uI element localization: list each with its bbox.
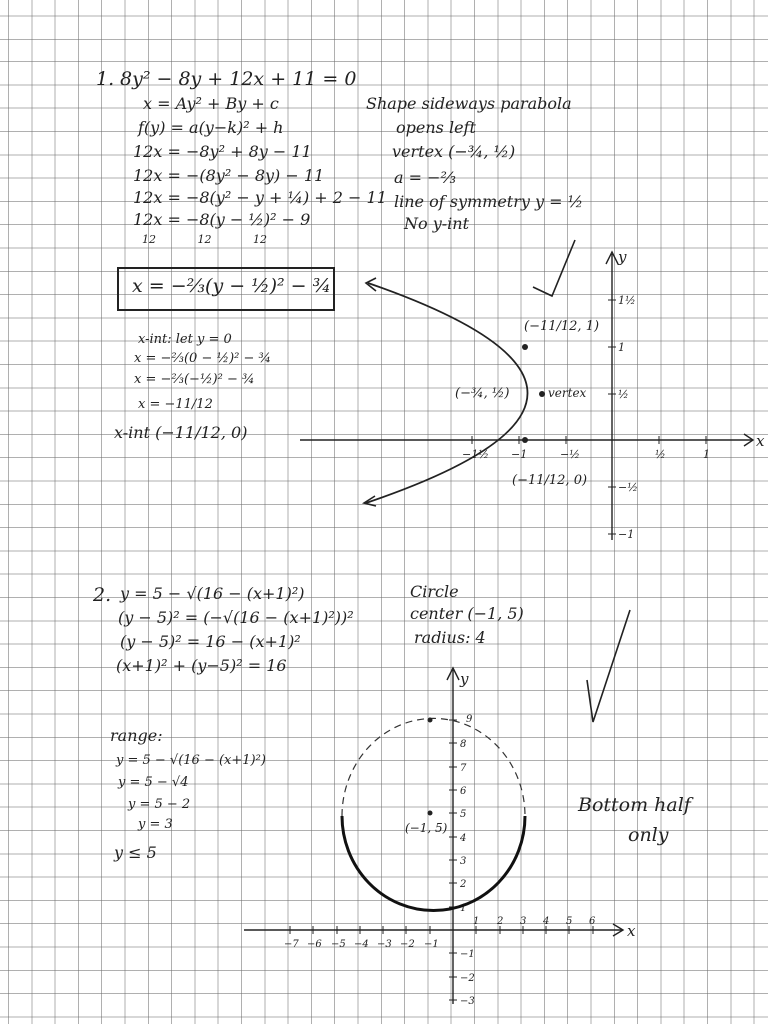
point-top-label: (−11/12, 1) — [524, 319, 600, 334]
point-bottom-label: (−11/12, 0) — [512, 473, 588, 488]
graph1-y-tick-2: 1 — [618, 341, 625, 354]
graph1-x-tick-5: 1 — [703, 448, 710, 461]
graph2-x-tick-neg3: −3 — [377, 939, 392, 950]
range-work-2: y = 5 − √(16 − (x+1)²) — [116, 753, 266, 768]
graph2-x-label: x — [627, 922, 636, 940]
graph2-y-tick-1: 1 — [460, 903, 467, 914]
problem1-line-2: x = Ay² + By + c — [143, 94, 279, 113]
circle-center-label: (−1, 5) — [405, 821, 448, 835]
graph2-x-tick-6: 6 — [589, 916, 596, 927]
graph1-x-tick-1: −1½ — [462, 448, 489, 461]
problem1-prop-yint: No y-int — [404, 214, 470, 233]
problem1-line-1: 8y² − 8y + 12x + 11 = 0 — [120, 68, 357, 90]
problem1-prop-vertex: vertex (−¾, ½) — [392, 142, 516, 161]
graph2-y-tick-8: 8 — [460, 739, 467, 750]
graph2-x-tick-2: 2 — [497, 916, 504, 927]
problem2-number: 2. — [93, 584, 112, 606]
graph2-y-tick-9: 9 — [466, 714, 473, 725]
graph2-x-tick-neg2: −2 — [400, 939, 415, 950]
xint-work-2: x = −⅔(0 − ½)² − ¾ — [134, 351, 272, 366]
circle-center-dot — [428, 811, 433, 816]
point-top-dot — [522, 344, 528, 350]
vertex-dot — [539, 391, 545, 397]
graph2-x-tick-neg7: −7 — [284, 939, 299, 950]
graph2-y-tick-neg3: −3 — [460, 996, 475, 1007]
problem2-line-2: (y − 5)² = (−√(16 − (x+1)²))² — [118, 608, 354, 627]
xint-work-4: x = −11/12 — [138, 397, 213, 412]
graph2-x-tick-3: 3 — [520, 916, 527, 927]
point-bottom-dot — [522, 437, 528, 443]
xint-result: x-int (−11/12, 0) — [114, 423, 248, 442]
graph2-y-tick-6: 6 — [460, 786, 467, 797]
xint-work-3: x = −⅔(−½)² − ¾ — [134, 372, 255, 387]
checkmark-1 — [533, 240, 575, 296]
graph2-x-tick-4: 4 — [543, 916, 550, 927]
graph2-y-tick-3: 3 — [460, 856, 467, 867]
problem1-line-6: 12x = −8(y² − y + ¼) + 2 − 11 — [133, 188, 387, 207]
vertex-point-label: (−¾, ½) — [455, 386, 510, 401]
note-line-1: Bottom half — [578, 794, 691, 816]
problem1-prop-a: a = −⅔ — [394, 168, 457, 187]
graph2-y-label: y — [460, 670, 469, 688]
problem1-line-3: f(y) = a(y−k)² + h — [138, 118, 284, 137]
range-work-3: y = 5 − √4 — [118, 775, 189, 790]
graph1-x-label: x — [756, 432, 765, 450]
circle-top-half-dashed — [342, 718, 525, 816]
problem1-line-8: 12 12 12 — [142, 233, 267, 246]
graph2-y-tick-7: 7 — [460, 763, 467, 774]
checkmark-2 — [587, 610, 630, 722]
problem1-line-7: 12x = −8(y − ½)² − 9 — [133, 210, 311, 229]
graph2-y-tick-neg2: −2 — [460, 973, 475, 984]
problem1-number: 1. — [96, 68, 115, 90]
problem2-prop-center: center (−1, 5) — [410, 604, 524, 623]
problem2-line-3: (y − 5)² = 16 − (x+1)² — [120, 632, 301, 651]
graph2-y-tick-5: 5 — [460, 809, 467, 820]
range-result: y ≤ 5 — [114, 843, 157, 862]
graph2-y-tick-4: 4 — [460, 833, 467, 844]
range-work-5: y = 3 — [138, 817, 173, 832]
problem1-line-4: 12x = −8y² + 8y − 11 — [133, 142, 312, 161]
graph1-y-tick-5: −1 — [618, 528, 635, 541]
problem1-line-5: 12x = −(8y² − 8y) − 11 — [133, 166, 325, 185]
graph1-y-label: y — [618, 248, 627, 266]
graph2-x-tick-1: 1 — [473, 916, 480, 927]
problem2-line-1: y = 5 − √(16 − (x+1)²) — [120, 584, 305, 603]
graph1-x-tick-2: −1 — [511, 448, 528, 461]
problem1-prop-opens: opens left — [396, 118, 476, 137]
boxed-equation: x = −⅔(y − ½)² − ¾ — [132, 275, 332, 297]
note-line-2: only — [628, 824, 669, 846]
circle-top-dot — [428, 718, 433, 723]
graph2-x-tick-neg6: −6 — [307, 939, 322, 950]
problem2-line-4: (x+1)² + (y−5)² = 16 — [116, 656, 287, 675]
graph1-y-tick-1: 1½ — [618, 294, 636, 307]
graph1-x-tick-4: ½ — [655, 448, 666, 461]
graph1-x-tick-3: −½ — [560, 448, 580, 461]
graph1-y-tick-3: ½ — [618, 388, 629, 401]
graph1-ticks — [472, 300, 706, 534]
problem1-prop-symmetry: line of symmetry y = ½ — [394, 192, 584, 211]
xint-work-1: x-int: let y = 0 — [138, 332, 232, 347]
range-work-1: range: — [110, 726, 163, 745]
range-work-4: y = 5 − 2 — [128, 797, 191, 812]
vertex-word-label: vertex — [548, 386, 587, 400]
graph2-x-tick-neg5: −5 — [331, 939, 346, 950]
problem2-prop-circle: Circle — [410, 582, 459, 601]
graph2-y-tick-neg1: −1 — [460, 949, 475, 960]
graph2-y-tick-2: 2 — [460, 879, 467, 890]
graph2-x-tick-neg4: −4 — [354, 939, 369, 950]
problem1-prop-shape: Shape sideways parabola — [366, 94, 572, 113]
graph1-y-tick-4: −½ — [618, 481, 638, 494]
problem2-prop-radius: radius: 4 — [414, 628, 486, 647]
graph2-x-tick-5: 5 — [566, 916, 573, 927]
graph2-x-tick-neg1: −1 — [424, 939, 439, 950]
